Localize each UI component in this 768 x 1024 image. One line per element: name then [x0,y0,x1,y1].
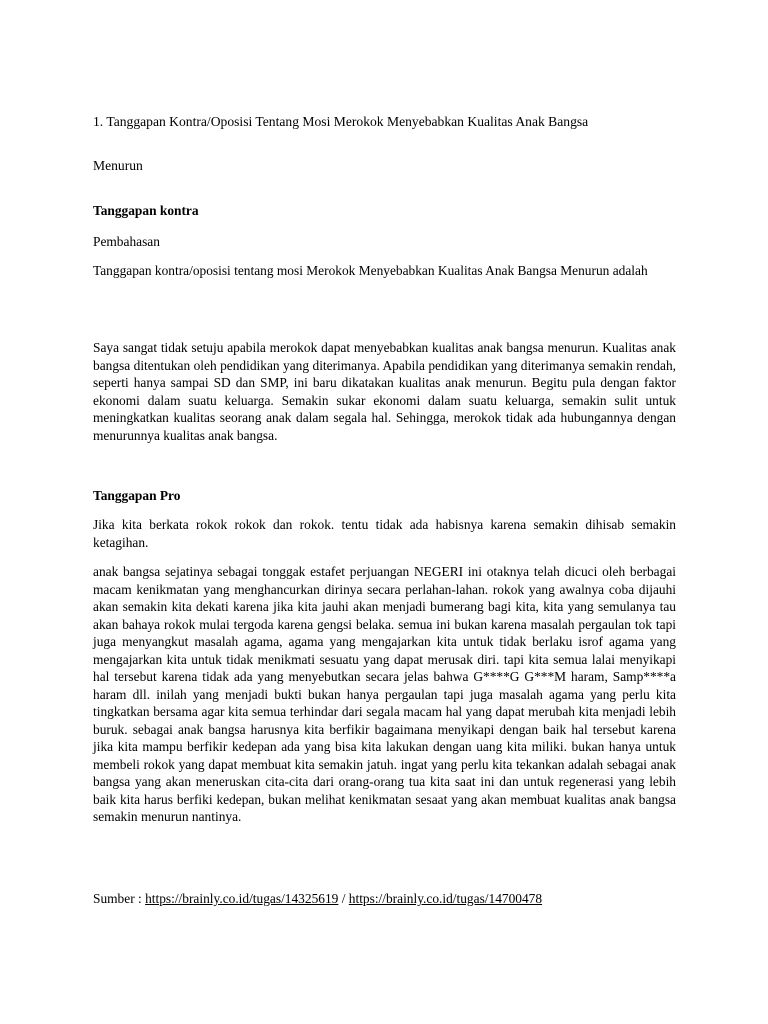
document-title: 1. Tanggapan Kontra/Oposisi Tentang Mosi Merokok Menyebabkan Kualitas Anak Bangsa [93,114,589,129]
contra-heading: Tanggapan kontra [93,203,199,218]
intro-paragraph: Tanggapan kontra/oposisi tentang mosi Merokok Menyebabkan Kualitas Anak Bangsa Menurun adalah [93,263,648,278]
source-link-1[interactable]: https://brainly.co.id/tugas/14325619 [145,891,339,906]
document-page [93,0,676,1024]
source-label: Sumber : [93,891,146,906]
source-separator: / [338,891,349,906]
pro-paragraph: anak bangsa sejatinya sebagai tonggak estafet perjuangan NEGERI ini otaknya telah dicuci oleh berbagai macam kenikmatan yang menghancurkan dirinya secara perlahan-lahan. rokok yang awalnya coba dijauhi akan semakin kita dekati karena jika kita jauhi akan menjadi bumerang bagi kita, kita yang semulanya tau akan bahaya rokok mulai tergoda karena gengsi belaka. semua ini bukan karena masalah pergaulan tok tapi juga menyangkut masalah agama, agama yang mengajarkan kita untuk tidak berlaku isrof agama yang mengajarkan kita untuk tidak menikmati sesuatu yang dapat merusak diri. tapi kita semua lalai menyikapi hal tersebut karena tidak ada yang menyebutkan secara jelas bahwa G****G G***M haram, Samp****a haram dll. inilah yang menjadi bukti bukan hanya pergaulan tapi juga masalah agama yang perlu kita tingkatkan bersama agar kita semua terhindar dari segala macam hal yang dapat merubah kita menjadi lebih buruk. sebagai anak bangsa harusnya kita berfikir bagaimana menyikapi dengan baik hal tersebut karena jika kita mampu berfikir kedepan ada yang bisa kita lakukan dengan uang kita miliki. bukan hanya untuk membeli rokok yang dapat membuat kita semakin jatuh. ingat yang perlu kita tekankan adalah sebagai anak bangsa yang akan meneruskan cita-cita dari orang-orang tua kita saat ini dan untuk regenerasi yang lebih baik kita harus berfiki kedepan, bukan melihat kenikmatan sesaat yang akan membuat kualitas anak bangsa semakin menurun nantinya. [93,564,676,824]
contra-paragraph: Saya sangat tidak setuju apabila merokok dapat menyebabkan kualitas anak bangsa menurun. Kualitas anak bangsa ditentukan oleh pendidikan yang diterimanya. Apabila pendidikan yang diterimanya semakin rendah, seperti hanya sampai SD dan SMP, ini baru dikatakan kualitas anak menurun. Begitu pula dengan faktor ekonomi dalam suatu keluarga. Semakin sukar ekonomi dalam suatu keluarga, semakin sulit untuk meningkatkan kualitas seorang anak dalam segala hal. Sehingga, merokok tidak ada hubungannya dengan menurunnya kualitas anak bangsa. [93,340,676,443]
pro-heading: Tanggapan Pro [93,488,181,503]
source-line [93,889,542,908]
pro-intro-paragraph: Jika kita berkata rokok rokok dan rokok. tentu tidak ada habisnya karena semakin dihisab semakin ketagihan. [93,517,676,550]
document-title-continuation: Menurun [93,158,143,173]
source-link-2[interactable]: https://brainly.co.id/tugas/14700478 [348,891,543,906]
discussion-label: Pembahasan [93,234,160,249]
